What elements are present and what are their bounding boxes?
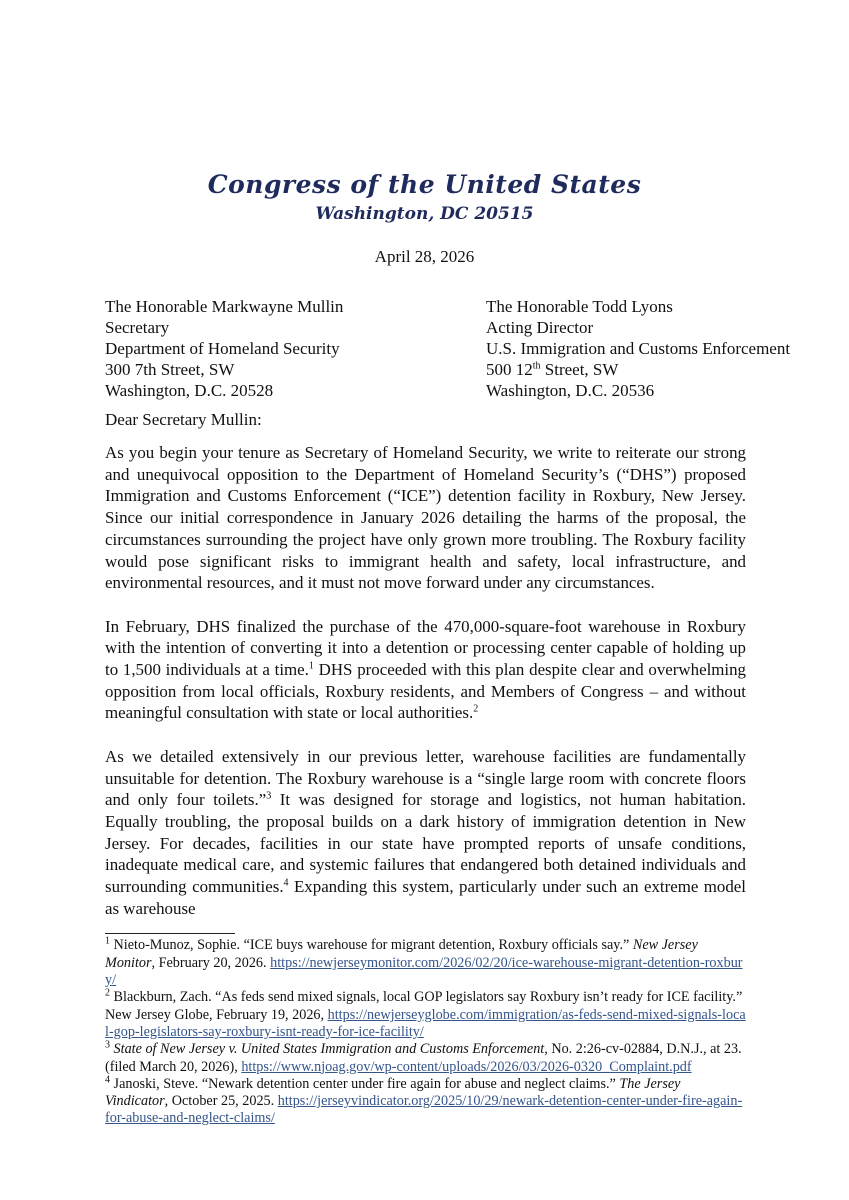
footnote-text: , No. 2:26-cv-02884, D.N.J., at 23. (filed March 20, 2026), [105,1041,742,1075]
footnote-text: , October 25, 2025. [164,1093,278,1110]
address-line: Secretary [105,318,170,337]
footnote-ref[interactable]: 4 [283,877,289,889]
footnote-divider [105,933,235,934]
address-line: Acting Director [486,318,594,337]
salutation: Dear Secretary Mullin: [105,410,262,429]
paragraph-text: It was designed for storage and logistics, not human habitation. Equally troubling, the proposal builds on a dark history of immigration detention in New Jersey. For decades, facilities in our state have prompted reports of unsafe conditions, inadequate medical care, and systemic failures that endangered both detained individuals and surrounding communities. [105,790,746,897]
street-number: 500 12 [486,360,533,379]
recipient-address-lyons [486,296,790,401]
address-line: 300 7th Street, SW [105,360,235,379]
footnote-link[interactable]: https://www.njoag.gov/wp-content/uploads/2026/03/2026-0320_Complaint.pdf [241,1058,692,1075]
footnote-case-name: State of New Jersey v. United States Immigration and Customs Enforcement [113,1041,545,1058]
footnote-number: 4 [105,1074,110,1086]
footnote-number: 3 [105,1039,110,1051]
ordinal-suffix: th [532,360,541,372]
footnote-3 [105,1041,746,1076]
footnote-link[interactable]: https://newjerseymonitor.com/2026/02/20/ice-warehouse-migrant-detention-roxbury/ [105,954,743,989]
letterhead-title: Congress of the United States [207,170,642,199]
footnotes [105,937,746,1127]
footnote-1 [105,937,746,989]
letter-date: April 28, 2026 [374,247,475,266]
letter-content [105,442,746,1128]
paragraph [105,746,746,920]
paragraph-text: In February, DHS finalized the purchase of the 470,000-square-foot warehouse in Roxbury with the intention of converting it into a detention or processing center capable of holding up to 1,500 individuals at a time. [105,616,746,680]
letterhead [0,170,849,224]
footnote-link[interactable]: https://newjerseyglobe.com/immigration/as-feds-send-mixed-signals-local-gop-legislators-say-roxbury-isnt-ready-for-ice-facility/ [105,1006,746,1040]
footnote-ref[interactable]: 1 [308,660,314,672]
footnote-link[interactable]: https://jerseyvindicator.org/2025/10/29/newark-detention-center-under-fire-again-for-abuse-and-neglect-claims/ [105,1093,743,1127]
footnote-text: Janoski, Steve. “Newark detention center under fire again for abuse and neglect claims.” [110,1075,620,1092]
address-line: The Honorable Markwayne Mullin [105,297,344,316]
footnote-ref[interactable]: 2 [473,703,479,715]
letter-body [105,442,746,919]
footnote-ref[interactable]: 3 [266,790,272,802]
footnote-text: Nieto-Munoz, Sophie. “ICE buys warehouse for migrant detention, Roxbury officials say.” [110,937,633,954]
paragraph [105,442,746,594]
paragraph-text: Expanding this system, particularly under such an extreme model as warehouse [105,877,746,918]
footnote-number: 1 [105,935,110,947]
footnote-publication: The Jersey Vindicator [105,1075,681,1110]
address-line [486,359,790,380]
footnote-number: 2 [105,987,110,999]
recipient-address-mullin [105,296,343,401]
paragraph-text: As you begin your tenure as Secretary of Homeland Security, we write to reiterate our strong and unequivocal opposition to the Department of Homeland Security’s (“DHS”) proposed Immigration and Customs Enforcement (“ICE”) detention facility in Roxbury, New Jersey. Since our initial correspondence in January 2026 detailing the harms of the proposal, the circumstances surrounding the project have only grown more troubling. The Roxbury facility would pose significant risks to immigrant health and safety, local infrastructure, and environmental resources, and it must not move forward under any circumstances. [105,443,746,593]
address-line: Washington, D.C. 20536 [486,381,655,400]
paragraph [105,616,746,725]
footnote-text: Blackburn, Zach. “As feds send mixed signals, local GOP legislators say Roxbury isn’t ready for ICE facility.” New Jersey Globe, February 19, 2026, [105,989,743,1023]
footnote-4 [105,1076,746,1128]
street-name: Street, SW [540,360,619,379]
paragraph-text: DHS proceeded with this plan despite clear and overwhelming opposition from local officials, Roxbury residents, and Members of Congress – and without meaningful consultation with state or local authorities. [105,660,746,723]
address-line: The Honorable Todd Lyons [486,297,673,316]
footnote-text: , February 20, 2026. [151,954,271,971]
footnote-publication: New Jersey Monitor [105,937,698,971]
footnote-2 [105,989,746,1041]
address-line: Department of Homeland Security [105,339,340,358]
letterhead-address: Washington, DC 20515 [315,204,534,224]
paragraph-text: As we detailed extensively in our previous letter, warehouse facilities are fundamentally unsuitable for detention. The Roxbury warehouse is a “single large room with concrete floors and only four toilets.” [105,746,746,810]
address-line: U.S. Immigration and Customs Enforcement [486,339,791,358]
address-line: Washington, D.C. 20528 [105,381,274,400]
